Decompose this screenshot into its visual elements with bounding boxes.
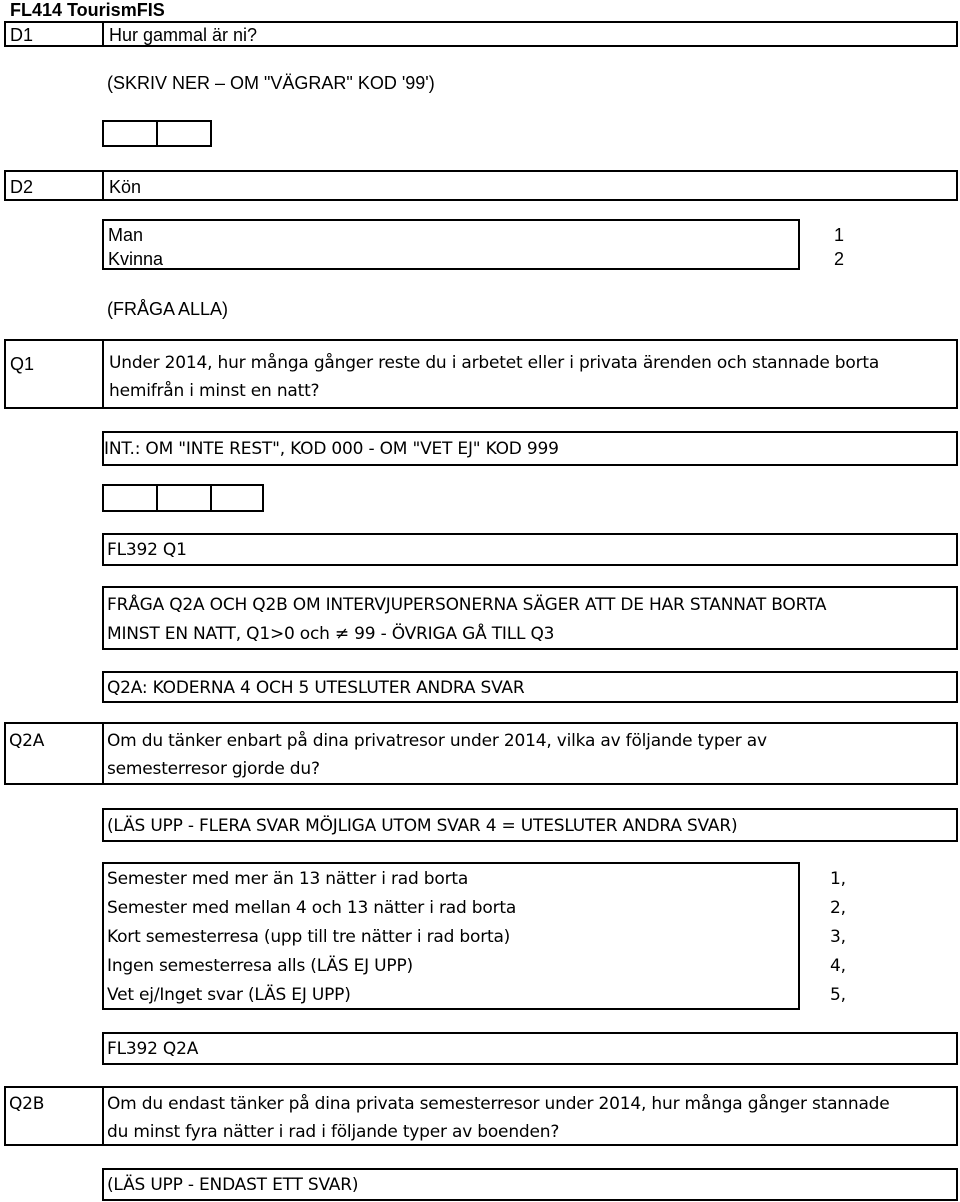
option-code: 1, xyxy=(830,869,846,889)
d2-option-man-label[interactable]: Man xyxy=(108,225,144,245)
option-code: 5, xyxy=(830,985,846,1005)
option-code: 3, xyxy=(830,927,846,947)
list-item[interactable] xyxy=(102,981,862,1010)
d1-age-input[interactable] xyxy=(102,120,212,147)
list-item[interactable] xyxy=(102,923,862,952)
q1-code: Q1 xyxy=(10,354,35,374)
q2a-instruction-box xyxy=(102,808,958,842)
option-label: Vet ej/Inget svar (LÄS EJ UPP) xyxy=(107,985,351,1005)
q2a-options xyxy=(102,865,862,1010)
option-label: Ingen semesterresa alls (LÄS EJ UPP) xyxy=(107,956,413,976)
d2-options-box xyxy=(102,219,800,270)
q2a-question-line1: Om du tänker enbart på dina privatresor under 2014, vilka av följande typer av xyxy=(107,731,767,751)
d2-question: Kön xyxy=(109,177,142,197)
q2b-code: Q2B xyxy=(9,1094,45,1114)
d2-option-kvinna-label[interactable]: Kvinna xyxy=(108,249,164,269)
q2-filter-line2: MINST EN NATT, Q1>0 och ≠ 99 - ÖVRIGA GÅ TILL Q3 xyxy=(107,624,555,644)
d2-code: D2 xyxy=(10,177,34,197)
option-code: 4, xyxy=(830,956,846,976)
q2a-question-cell xyxy=(102,722,958,785)
option-label: Semester med mer än 13 nätter i rad borta xyxy=(107,869,469,889)
d1-code-cell xyxy=(4,21,104,47)
q1-question-line2: hemifrån i minst en natt? xyxy=(109,381,320,401)
document-title: FL414 TourismFIS xyxy=(10,0,165,20)
option-label: Kort semesterresa (upp till tre nätter i rad borta) xyxy=(107,927,511,947)
list-item[interactable] xyxy=(102,894,862,923)
q2a-code: Q2A xyxy=(9,731,45,751)
q2a-code-cell xyxy=(4,722,104,785)
q2a-instruction: (LÄS UPP - FLERA SVAR MÖJLIGA UTOM SVAR 4 = UTESLUTER ANDRA SVAR) xyxy=(107,816,738,836)
q2b-question-line1: Om du endast tänker på dina privata semesterresor under 2014, hur många gånger stannade xyxy=(107,1094,890,1114)
q1-question-cell xyxy=(102,339,958,409)
d1-instruction: (SKRIV NER – OM "VÄGRAR" KOD '99') xyxy=(107,73,435,93)
q1-question-line1: Under 2014, hur många gånger reste du i arbetet eller i privata ärenden och stannade borta xyxy=(109,353,880,373)
option-code: 2, xyxy=(830,898,846,918)
q2b-instruction-box xyxy=(102,1168,958,1201)
d2-option-kvinna-code[interactable]: 2 xyxy=(834,249,845,269)
q2-filter-box xyxy=(102,586,958,650)
q2-filter-line1: FRÅGA Q2A OCH Q2B OM INTERVJUPERSONERNA SÄGER ATT DE HAR STANNAT BORTA xyxy=(107,595,827,615)
q1-code-cell xyxy=(4,339,104,409)
d2-question-cell xyxy=(102,170,958,201)
q2b-code-cell xyxy=(4,1086,104,1146)
list-item[interactable] xyxy=(102,952,862,981)
list-item[interactable] xyxy=(102,865,862,894)
q2a-note: Q2A: KODERNA 4 OCH 5 UTESLUTER ANDRA SVAR xyxy=(107,678,525,698)
q2b-instruction: (LÄS UPP - ENDAST ETT SVAR) xyxy=(107,1175,359,1195)
q2b-question-cell xyxy=(102,1086,958,1146)
digit-box[interactable] xyxy=(156,484,212,512)
q2a-question-line2: semesterresor gjorde du? xyxy=(107,759,320,779)
digit-box[interactable] xyxy=(102,120,158,147)
option-label: Semester med mellan 4 och 13 nätter i rad borta xyxy=(107,898,517,918)
d2-option-man-code[interactable]: 1 xyxy=(834,225,845,245)
d1-question-cell xyxy=(102,21,958,47)
digit-box[interactable] xyxy=(102,484,158,512)
q2a-ref-box xyxy=(102,1032,958,1065)
digit-box[interactable] xyxy=(210,484,264,512)
digit-box[interactable] xyxy=(156,120,212,147)
q1-instruction-box xyxy=(102,431,958,466)
d2-note: (FRÅGA ALLA) xyxy=(107,299,229,319)
q1-ref-box xyxy=(102,533,958,566)
q2b-question-line2: du minst fyra nätter i rad i följande typer av boenden? xyxy=(107,1122,560,1142)
q1-count-input[interactable] xyxy=(102,484,264,512)
q1-ref: FL392 Q1 xyxy=(107,540,187,560)
d1-question: Hur gammal är ni? xyxy=(109,25,258,45)
d1-code: D1 xyxy=(10,25,34,45)
q2a-note-box xyxy=(102,671,958,703)
q2a-ref: FL392 Q2A xyxy=(107,1039,199,1059)
d2-code-cell xyxy=(4,170,104,201)
q1-instruction: INT.: OM "INTE REST", KOD 000 - OM "VET EJ" KOD 999 xyxy=(104,439,559,459)
